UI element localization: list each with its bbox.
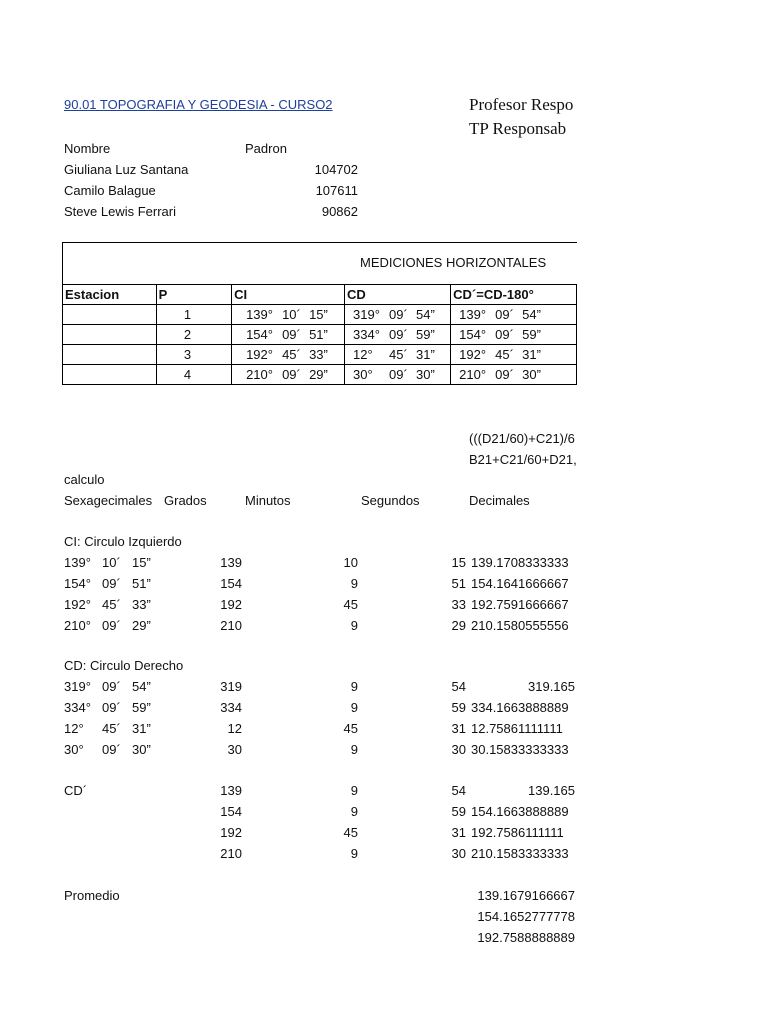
- decimal-value: 154.1641666667: [471, 576, 569, 591]
- cd-prime-section-title: CD´: [64, 783, 88, 798]
- minutos-value: 9: [350, 679, 358, 694]
- promedio-title: Promedio: [64, 888, 120, 903]
- grados-value: 139: [220, 783, 242, 798]
- sec: 29”: [309, 367, 328, 382]
- sec: 15”: [309, 307, 328, 322]
- cell-ci: [232, 305, 345, 325]
- grados-value: 210: [220, 618, 242, 633]
- student-name: Steve Lewis Ferrari: [64, 204, 176, 219]
- segundos-value: 29: [451, 618, 466, 633]
- min: 45´: [102, 597, 121, 612]
- minutos-value: 9: [350, 576, 358, 591]
- segundos-value: 54: [451, 679, 466, 694]
- table-row: [63, 325, 577, 345]
- deg: 319°: [64, 679, 91, 694]
- segundos-value: 51: [451, 576, 466, 591]
- minutos-value: 9: [350, 783, 358, 798]
- col-header-sexagesimales: Sexagecimales: [64, 493, 153, 508]
- decimal-value: 192.7591666667: [471, 597, 569, 612]
- cell-cd: [345, 325, 451, 345]
- minutos-value: 9: [350, 804, 358, 819]
- min: 09´: [102, 742, 121, 757]
- grados-value: 154: [220, 804, 242, 819]
- course-link[interactable]: 90.01 TOPOGRAFIA Y GEODESIA - CURSO2: [64, 97, 333, 112]
- sec: 54”: [522, 307, 541, 322]
- decimal-value: 30.15833333333: [471, 742, 569, 757]
- deg: 139°: [459, 307, 487, 322]
- sec: 31”: [416, 347, 435, 362]
- minutos-value: 9: [350, 846, 358, 861]
- cell-estacion: [63, 365, 157, 385]
- formula-text: (((D21/60)+C21)/6: [469, 431, 575, 446]
- deg: 139°: [246, 307, 273, 322]
- deg: 210°: [64, 618, 91, 633]
- minutos-value: 9: [350, 742, 358, 757]
- min: 09´: [102, 700, 121, 715]
- sec: 54”: [132, 679, 151, 694]
- segundos-value: 31: [451, 721, 466, 736]
- header-cd-prime: CD´=CD-180°: [451, 285, 577, 305]
- minutos-value: 45: [343, 825, 358, 840]
- sec: 29”: [132, 618, 151, 633]
- col-header-grados: Grados: [164, 493, 207, 508]
- deg: 30°: [353, 367, 373, 382]
- table-row: [63, 305, 577, 325]
- deg: 319°: [353, 307, 380, 322]
- table-header-row: [63, 285, 577, 305]
- sec: 31”: [132, 721, 151, 736]
- sec: 31”: [522, 347, 541, 362]
- col-header-decimales: Decimales: [469, 493, 530, 508]
- grados-value: 154: [220, 576, 242, 591]
- grados-value: 319: [220, 679, 242, 694]
- name-header: Nombre: [64, 141, 111, 156]
- cell-cd-prime: [451, 365, 577, 385]
- sec: 59”: [522, 327, 541, 342]
- decimal-value: 139.165: [528, 783, 575, 798]
- cell-p: 2: [156, 325, 232, 345]
- profesor-label: Profesor Respo: [469, 95, 574, 114]
- decimal-value: 210.1580555556: [471, 618, 569, 633]
- deg: 154°: [64, 576, 91, 591]
- deg: 154°: [246, 327, 273, 342]
- sec: 30”: [132, 742, 151, 757]
- decimal-value: 334.1663888889: [471, 700, 569, 715]
- grados-value: 334: [220, 700, 242, 715]
- tp-responsable-label: TP Responsab: [469, 119, 567, 138]
- student-padron: 107611: [315, 183, 358, 198]
- cell-cd-prime: [451, 345, 577, 365]
- grados-value: 12: [227, 721, 242, 736]
- cell-estacion: [63, 305, 157, 325]
- header-cd: CD: [345, 285, 451, 305]
- col-header-segundos: Segundos: [361, 493, 420, 508]
- min: 10´: [102, 555, 121, 570]
- decimal-value: 139.1708333333: [471, 555, 569, 570]
- min: 09´: [282, 327, 301, 342]
- cell-cd-prime: [451, 305, 577, 325]
- angle-sexagesimal: [64, 742, 151, 758]
- segundos-value: 33: [451, 597, 466, 612]
- min: 09´: [495, 307, 514, 322]
- formula-text: B21+C21/60+D21,: [469, 452, 577, 467]
- promedio-value: 139.1679166667: [477, 888, 575, 903]
- minutos-value: 9: [350, 618, 358, 633]
- segundos-value: 30: [451, 846, 466, 861]
- sec: 51”: [309, 327, 328, 342]
- min: 09´: [495, 367, 514, 382]
- min: 09´: [102, 618, 121, 633]
- table-title: MEDICIONES HORIZONTALES: [360, 255, 547, 270]
- deg: 139°: [64, 555, 91, 570]
- min: 45´: [102, 721, 121, 736]
- min: 09´: [102, 576, 121, 591]
- header-p: P: [156, 285, 232, 305]
- sec: 33”: [132, 597, 151, 612]
- segundos-value: 15: [451, 555, 466, 570]
- segundos-value: 30: [451, 742, 466, 757]
- segundos-value: 59: [451, 700, 466, 715]
- cell-cd: [345, 365, 451, 385]
- min: 09´: [389, 307, 408, 322]
- angle-sexagesimal: [64, 597, 151, 613]
- sec: 59”: [416, 327, 435, 342]
- angle-sexagesimal: [64, 555, 151, 571]
- segundos-value: 59: [451, 804, 466, 819]
- grados-value: 192: [220, 597, 242, 612]
- cell-cd: [345, 305, 451, 325]
- min: 09´: [102, 679, 121, 694]
- sec: 54”: [416, 307, 435, 322]
- deg: 12°: [64, 721, 84, 736]
- angle-sexagesimal: [64, 721, 151, 737]
- deg: 210°: [459, 367, 487, 382]
- header-estacion: Estacion: [63, 285, 157, 305]
- table-row: [63, 365, 577, 385]
- min: 09´: [495, 327, 514, 342]
- calc-label: calculo: [64, 472, 105, 487]
- cell-p: 3: [156, 345, 232, 365]
- student-padron: 104702: [314, 162, 358, 177]
- deg: 192°: [246, 347, 273, 362]
- deg: 30°: [64, 742, 84, 757]
- minutos-value: 10: [343, 555, 358, 570]
- header-ci: CI: [232, 285, 345, 305]
- grados-value: 192: [220, 825, 242, 840]
- deg: 192°: [64, 597, 91, 612]
- angle-sexagesimal: [64, 700, 151, 716]
- padron-header: Padron: [245, 141, 287, 156]
- cell-cd-prime: [451, 325, 577, 345]
- sec: 15”: [132, 555, 151, 570]
- student-name: Giuliana Luz Santana: [64, 162, 189, 177]
- deg: 334°: [353, 327, 380, 342]
- deg: 210°: [246, 367, 273, 382]
- ci-section-title: CI: Circulo Izquierdo: [64, 534, 182, 549]
- sec: 30”: [522, 367, 541, 382]
- deg: 12°: [353, 347, 373, 362]
- student-padron: 90862: [321, 204, 358, 219]
- sec: 30”: [416, 367, 435, 382]
- segundos-value: 54: [451, 783, 466, 798]
- cd-section-title: CD: Circulo Derecho: [64, 658, 184, 673]
- col-header-minutos: Minutos: [245, 493, 291, 508]
- cell-ci: [232, 325, 345, 345]
- min: 09´: [389, 367, 408, 382]
- grados-value: 139: [220, 555, 242, 570]
- table-row: [63, 345, 577, 365]
- sec: 33”: [309, 347, 328, 362]
- angle-sexagesimal: [64, 576, 151, 592]
- min: 45´: [282, 347, 301, 362]
- min: 09´: [389, 327, 408, 342]
- cell-estacion: [63, 345, 157, 365]
- grados-value: 210: [220, 846, 242, 861]
- decimal-value: 154.1663888889: [471, 804, 569, 819]
- student-name: Camilo Balague: [64, 183, 156, 198]
- angle-sexagesimal: [64, 679, 151, 695]
- min: 45´: [389, 347, 408, 362]
- minutos-value: 45: [343, 721, 358, 736]
- measurements-table: [62, 284, 577, 385]
- sec: 59”: [132, 700, 151, 715]
- decimal-value: 319.165: [528, 679, 575, 694]
- cell-ci: [232, 345, 345, 365]
- promedio-value: 154.1652777778: [477, 909, 575, 924]
- sec: 51”: [132, 576, 151, 591]
- cell-estacion: [63, 325, 157, 345]
- deg: 154°: [459, 327, 487, 342]
- cell-cd: [345, 345, 451, 365]
- cell-p: 4: [156, 365, 232, 385]
- grados-value: 30: [227, 742, 242, 757]
- cell-ci: [232, 365, 345, 385]
- deg: 192°: [459, 347, 487, 362]
- segundos-value: 31: [451, 825, 466, 840]
- minutos-value: 45: [343, 597, 358, 612]
- deg: 334°: [64, 700, 91, 715]
- promedio-value: 192.7588888889: [477, 930, 575, 945]
- cell-p: 1: [156, 305, 232, 325]
- min: 45´: [495, 347, 514, 362]
- angle-sexagesimal: [64, 618, 151, 634]
- min: 10´: [282, 307, 301, 322]
- min: 09´: [282, 367, 301, 382]
- decimal-value: 12.75861111111: [471, 721, 563, 736]
- decimal-value: 210.1583333333: [471, 846, 569, 861]
- decimal-value: 192.7586111111: [471, 825, 564, 840]
- minutos-value: 9: [350, 700, 358, 715]
